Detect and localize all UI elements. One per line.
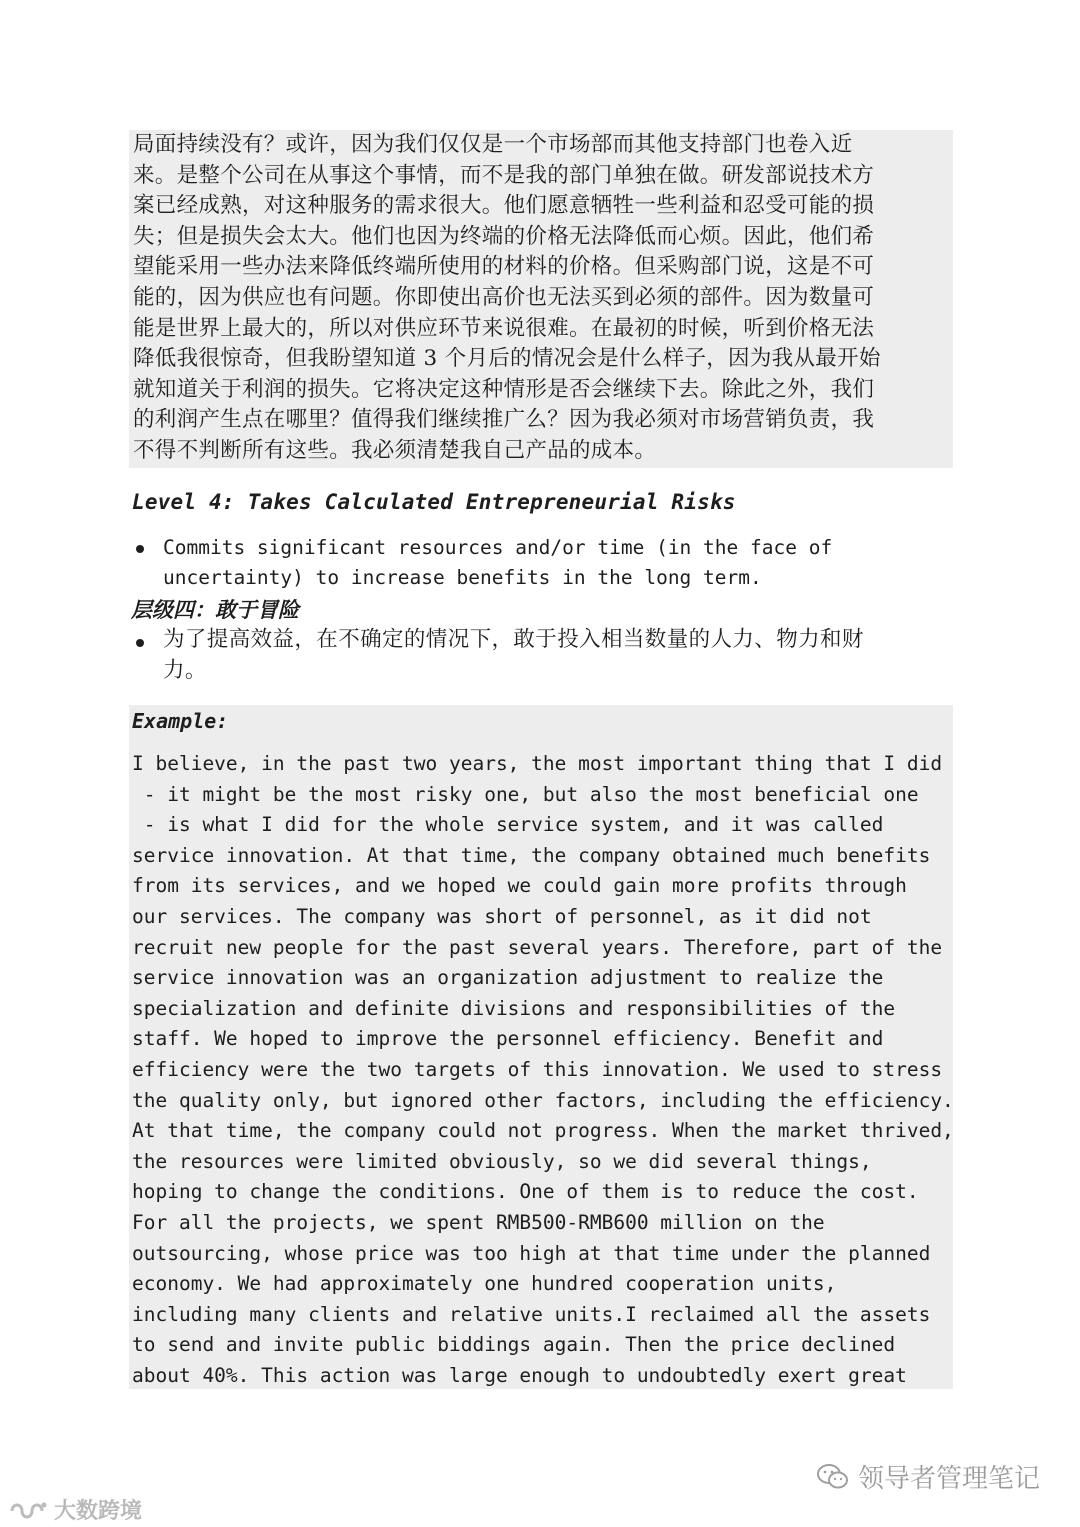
- example-line: our services. The company was short of personnel, as it did not: [132, 904, 872, 928]
- example-line: - it might be the most risky one, but also the most beneficial one: [132, 782, 919, 806]
- example-line: I believe, in the past two years, the most important thing that I did: [132, 752, 943, 775]
- bullet-text-line: uncertainty) to increase benefits in the long term.: [163, 566, 762, 589]
- watermark-text: 大数跨境: [54, 1499, 143, 1524]
- example-line: the quality only, but ignored other factors, including the efficiency.: [132, 1088, 954, 1112]
- paragraph-line: 就知道关于利润的损失。它将决定这种情形是否会继续下去。除此之外，我们: [133, 376, 875, 402]
- paragraph-line: 来。是整个公司在从事这个事情，而不是我的部门单独在做。研发部说技术方: [133, 162, 875, 188]
- example-line: specialization and definite divisions and responsibilities of the: [132, 996, 896, 1020]
- brand-logo-icon: [8, 1497, 48, 1523]
- example-line: including many clients and relative units.I reclaimed all the assets: [132, 1302, 931, 1326]
- example-line: recruit new people for the past several years. Therefore, part of the: [132, 935, 943, 959]
- example-label: Example:: [132, 709, 229, 733]
- bullet-text-line: 力。: [163, 658, 207, 683]
- paragraph-line: 局面持续没有？或许，因为我们仅仅是一个市场部而其他支持部门也卷入近: [133, 132, 853, 157]
- wechat-icon: [816, 1463, 850, 1491]
- example-line: outsourcing, whose price was too high at that time under the planned: [132, 1241, 931, 1265]
- chinese-level-heading: 层级四：敢于冒险: [131, 598, 299, 622]
- paragraph-line: 望能采用一些办法来降低终端所使用的材料的价格。但采购部门说，这是不可: [133, 254, 875, 280]
- example-line: about 40%. This action was large enough to undoubtedly exert great: [132, 1363, 907, 1387]
- example-text: [132, 749, 954, 1391]
- level-heading: Level 4: Takes Calculated Entrepreneurial Risks: [132, 490, 736, 514]
- watermark-text: 领导者管理笔记: [857, 1464, 1040, 1494]
- example-line: service innovation was an organization adjustment to realize the: [132, 966, 884, 990]
- example-line: service innovation. At that time, the company obtained much benefits: [132, 843, 931, 867]
- example-line: from its services, and we hoped we could gain more profits through: [132, 874, 907, 898]
- paragraph-line: 降低我很惊奇，但我盼望知道 3 个月后的情况会是什么样子，因为我从最开始: [133, 346, 881, 372]
- example-line: to send and invite public biddings again. Then the price declined: [132, 1333, 896, 1357]
- example-line: hoping to change the conditions. One of them is to reduce the cost.: [132, 1180, 919, 1204]
- paragraph-line: 案已经成熟，对这种服务的需求很大。他们愿意牺牲一些利益和忍受可能的损: [133, 193, 875, 219]
- bullet-text-line: Commits significant resources and/or time (in the face of: [163, 536, 833, 559]
- watermark-brand: [8, 1494, 142, 1525]
- watermark-wechat: [816, 1458, 1040, 1495]
- example-line: the resources were limited obviously, so we did several things,: [132, 1149, 872, 1173]
- paragraph-line: 能是世界上最大的，所以对供应环节来说很难。在最初的时候，听到价格无法: [133, 315, 875, 341]
- example-line: For all the projects, we spent RMB500-RMB600 million on the: [132, 1210, 825, 1234]
- example-line: efficiency were the two targets of this innovation. We used to stress: [132, 1057, 943, 1081]
- paragraph-line: 不得不判断所有这些。我必须清楚我自己产品的成本。: [133, 437, 657, 463]
- example-line: economy. We had approximately one hundred cooperation units,: [132, 1272, 837, 1296]
- paragraph-line: 失；但是损失会太大。他们也因为终端的价格无法降低而心烦。因此，他们希: [133, 223, 875, 249]
- example-block: [129, 705, 953, 1389]
- example-line: At that time, the company could not progress. When the market thrived,: [132, 1119, 954, 1143]
- paragraph-line: 的利润产生点在哪里？值得我们继续推广么？因为我必须对市场营销负责，我: [133, 407, 875, 433]
- paragraph-line: 能的，因为供应也有问题。你即使出高价也无法买到必须的部件。因为数量可: [133, 284, 875, 310]
- bullet-icon: [136, 639, 144, 647]
- bullet-icon: [136, 545, 144, 553]
- example-line: staff. We hoped to improve the personnel efficiency. Benefit and: [132, 1027, 884, 1051]
- bullet-text-line: 为了提高效益，在不确定的情况下，敢于投入相当数量的人力、物力和财: [163, 627, 864, 652]
- example-line: - is what I did for the whole service system, and it was called: [132, 813, 884, 837]
- chinese-paragraph: [129, 130, 953, 468]
